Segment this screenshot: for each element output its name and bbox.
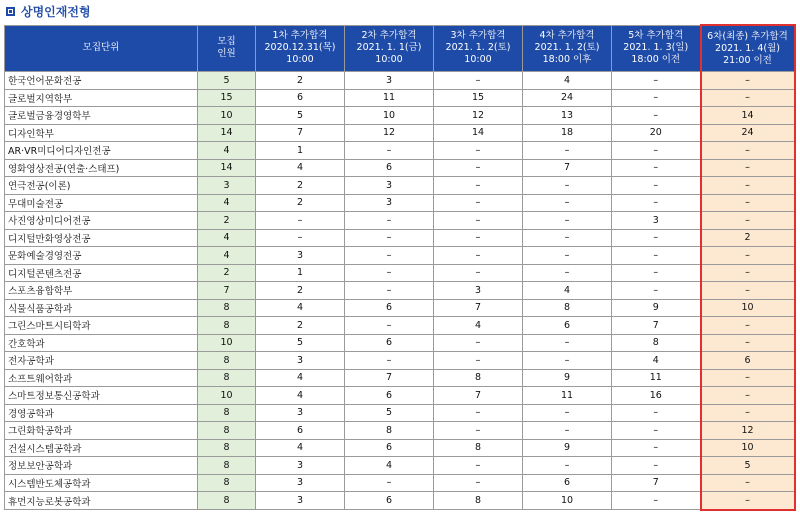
dept-cell: 스마트정보통신공학과 <box>5 387 198 405</box>
round-2-cell: 6 <box>345 334 434 352</box>
round-1-cell: 2 <box>256 194 345 212</box>
round-2-cell: 7 <box>345 369 434 387</box>
dept-cell: 휴먼지능로봇공학과 <box>5 492 198 510</box>
round-2-cell: – <box>345 142 434 160</box>
round-3-cell: – <box>434 422 523 440</box>
table-row <box>5 282 795 300</box>
round-6-cell: – <box>701 177 795 195</box>
round-4-cell: – <box>523 247 612 265</box>
table-row <box>5 404 795 422</box>
round-2-cell: – <box>345 264 434 282</box>
header-quota: 모집 인원 <box>198 25 256 72</box>
round-4-cell: 9 <box>523 439 612 457</box>
dept-cell: 스포츠융합학부 <box>5 282 198 300</box>
round-1-cell: 4 <box>256 387 345 405</box>
round-6-cell: – <box>701 159 795 177</box>
round-2-cell: – <box>345 247 434 265</box>
round-5-cell: 11 <box>612 369 701 387</box>
dept-cell: 소프트웨어학과 <box>5 369 198 387</box>
quota-cell: 2 <box>198 264 256 282</box>
round-4-cell: 13 <box>523 107 612 125</box>
round-2-cell: – <box>345 474 434 492</box>
round-5-cell: – <box>612 194 701 212</box>
round-2-cell: 6 <box>345 387 434 405</box>
round-3-cell: 8 <box>434 439 523 457</box>
round-1-cell: 4 <box>256 159 345 177</box>
round-6-cell: – <box>701 212 795 230</box>
round-5-cell: – <box>612 264 701 282</box>
round-4-cell: – <box>523 352 612 370</box>
round-3-cell: 4 <box>434 317 523 335</box>
round-4-cell: 6 <box>523 317 612 335</box>
header-dept: 모집단위 <box>5 25 198 72</box>
quota-cell: 15 <box>198 89 256 107</box>
round-2-cell: 3 <box>345 72 434 90</box>
round-1-cell: 4 <box>256 369 345 387</box>
round-3-cell: – <box>434 212 523 230</box>
quota-cell: 4 <box>198 247 256 265</box>
dept-cell: 디지털콘텐츠전공 <box>5 264 198 282</box>
quota-cell: 4 <box>198 229 256 247</box>
round-3-cell: 7 <box>434 387 523 405</box>
header-round-6-final: 6차(최종) 추가합격 2021. 1. 4(월) 21:00 이전 <box>701 25 795 72</box>
quota-cell: 8 <box>198 439 256 457</box>
round-3-cell: – <box>434 352 523 370</box>
quota-cell: 4 <box>198 194 256 212</box>
round-5-cell: 20 <box>612 124 701 142</box>
round-2-cell: 6 <box>345 159 434 177</box>
round-3-cell: 8 <box>434 492 523 510</box>
dept-cell: 그린스마트시티학과 <box>5 317 198 335</box>
round-1-cell: 3 <box>256 492 345 510</box>
header-round-4: 4차 추가합격 2021. 1. 2(토) 18:00 이후 <box>523 25 612 72</box>
round-1-cell: 7 <box>256 124 345 142</box>
round-5-cell: 7 <box>612 317 701 335</box>
round-3-cell: – <box>434 177 523 195</box>
quota-cell: 14 <box>198 124 256 142</box>
quota-cell: 10 <box>198 387 256 405</box>
round-6-cell: 2 <box>701 229 795 247</box>
round-2-cell: – <box>345 352 434 370</box>
round-5-cell: – <box>612 282 701 300</box>
round-5-cell: 8 <box>612 334 701 352</box>
round-3-cell: – <box>434 457 523 475</box>
round-3-cell: – <box>434 474 523 492</box>
round-1-cell: 4 <box>256 439 345 457</box>
round-6-cell: – <box>701 317 795 335</box>
round-5-cell: – <box>612 159 701 177</box>
dept-cell: 건설시스템공학과 <box>5 439 198 457</box>
table-row <box>5 124 795 142</box>
round-6-cell: – <box>701 404 795 422</box>
header-round-5: 5차 추가합격 2021. 1. 3(일) 18:00 이전 <box>612 25 701 72</box>
round-6-cell: 5 <box>701 457 795 475</box>
round-4-cell: 7 <box>523 159 612 177</box>
round-5-cell: – <box>612 177 701 195</box>
dept-cell: 간호학과 <box>5 334 198 352</box>
table-row <box>5 334 795 352</box>
round-4-cell: 4 <box>523 282 612 300</box>
round-1-cell: 2 <box>256 282 345 300</box>
round-1-cell: 3 <box>256 404 345 422</box>
round-5-cell: – <box>612 247 701 265</box>
round-3-cell: – <box>434 334 523 352</box>
header-round-3: 3차 추가합격 2021. 1. 2(토) 10:00 <box>434 25 523 72</box>
table-row <box>5 142 795 160</box>
dept-cell: 연극전공(이론) <box>5 177 198 195</box>
round-2-cell: 6 <box>345 439 434 457</box>
round-3-cell: 3 <box>434 282 523 300</box>
table-row <box>5 229 795 247</box>
round-5-cell: 9 <box>612 299 701 317</box>
quota-cell: 8 <box>198 422 256 440</box>
round-4-cell: – <box>523 404 612 422</box>
round-3-cell: 14 <box>434 124 523 142</box>
quota-cell: 2 <box>198 212 256 230</box>
dept-cell: 그린화학공학과 <box>5 422 198 440</box>
round-2-cell: 4 <box>345 457 434 475</box>
square-bullet-icon <box>6 7 15 16</box>
dept-cell: 경영공학과 <box>5 404 198 422</box>
round-6-cell: – <box>701 247 795 265</box>
round-2-cell: 6 <box>345 299 434 317</box>
round-6-cell: – <box>701 142 795 160</box>
header-round-1: 1차 추가합격 2020.12.31(목) 10:00 <box>256 25 345 72</box>
dept-cell: 글로벌금융경영학부 <box>5 107 198 125</box>
round-6-cell: – <box>701 387 795 405</box>
quota-cell: 4 <box>198 142 256 160</box>
round-5-cell: – <box>612 72 701 90</box>
round-6-cell: – <box>701 194 795 212</box>
table-row <box>5 317 795 335</box>
round-3-cell: – <box>434 142 523 160</box>
round-4-cell: – <box>523 422 612 440</box>
round-4-cell: 10 <box>523 492 612 510</box>
round-5-cell: – <box>612 404 701 422</box>
table-row <box>5 159 795 177</box>
round-1-cell: 1 <box>256 264 345 282</box>
round-5-cell: – <box>612 107 701 125</box>
round-6-cell: – <box>701 334 795 352</box>
quota-cell: 8 <box>198 369 256 387</box>
round-5-cell: – <box>612 229 701 247</box>
dept-cell: 무대미술전공 <box>5 194 198 212</box>
round-1-cell: 4 <box>256 299 345 317</box>
dept-cell: 정보보안공학과 <box>5 457 198 475</box>
table-row <box>5 492 795 510</box>
round-4-cell: 18 <box>523 124 612 142</box>
round-2-cell: 8 <box>345 422 434 440</box>
table-row <box>5 89 795 107</box>
round-6-cell: – <box>701 474 795 492</box>
round-5-cell: – <box>612 439 701 457</box>
round-6-cell: – <box>701 282 795 300</box>
round-1-cell: 5 <box>256 107 345 125</box>
table-body <box>5 72 795 510</box>
round-4-cell: 4 <box>523 72 612 90</box>
round-3-cell: – <box>434 264 523 282</box>
round-4-cell: – <box>523 212 612 230</box>
round-4-cell: 6 <box>523 474 612 492</box>
table-row <box>5 474 795 492</box>
round-1-cell: 1 <box>256 142 345 160</box>
round-6-cell: – <box>701 492 795 510</box>
section-title-text: 상명인재전형 <box>21 4 91 19</box>
round-4-cell: 8 <box>523 299 612 317</box>
dept-cell: 디지털만화영상전공 <box>5 229 198 247</box>
dept-cell: 사진영상미디어전공 <box>5 212 198 230</box>
table-row <box>5 352 795 370</box>
quota-cell: 8 <box>198 317 256 335</box>
dept-cell: 전자공학과 <box>5 352 198 370</box>
round-5-cell: 3 <box>612 212 701 230</box>
header-round-2: 2차 추가합격 2021. 1. 1(금) 10:00 <box>345 25 434 72</box>
quota-cell: 5 <box>198 72 256 90</box>
table-row <box>5 177 795 195</box>
quota-cell: 8 <box>198 474 256 492</box>
round-6-cell: – <box>701 89 795 107</box>
round-6-cell: 10 <box>701 299 795 317</box>
round-2-cell: 5 <box>345 404 434 422</box>
quota-cell: 8 <box>198 404 256 422</box>
quota-cell: 10 <box>198 334 256 352</box>
round-4-cell: 24 <box>523 89 612 107</box>
round-1-cell: 6 <box>256 89 345 107</box>
table-header-row <box>5 25 795 72</box>
round-6-cell: 24 <box>701 124 795 142</box>
round-1-cell: 3 <box>256 352 345 370</box>
dept-cell: 문화예술경영전공 <box>5 247 198 265</box>
table-row <box>5 72 795 90</box>
round-3-cell: – <box>434 404 523 422</box>
dept-cell: 식물식품공학과 <box>5 299 198 317</box>
round-6-cell: – <box>701 264 795 282</box>
round-2-cell: – <box>345 229 434 247</box>
quota-cell: 8 <box>198 492 256 510</box>
admission-table <box>4 24 796 511</box>
dept-cell: AR·VR미디어디자인전공 <box>5 142 198 160</box>
round-5-cell: – <box>612 142 701 160</box>
round-4-cell: – <box>523 177 612 195</box>
round-2-cell: 3 <box>345 177 434 195</box>
round-6-cell: – <box>701 72 795 90</box>
round-2-cell: 12 <box>345 124 434 142</box>
table-row <box>5 264 795 282</box>
dept-cell: 한국언어문화전공 <box>5 72 198 90</box>
round-1-cell: 3 <box>256 247 345 265</box>
round-4-cell: – <box>523 142 612 160</box>
round-6-cell: 6 <box>701 352 795 370</box>
round-1-cell: 5 <box>256 334 345 352</box>
table-row <box>5 107 795 125</box>
dept-cell: 디자인학부 <box>5 124 198 142</box>
round-6-cell: 14 <box>701 107 795 125</box>
round-2-cell: – <box>345 282 434 300</box>
round-1-cell: 6 <box>256 422 345 440</box>
round-3-cell: – <box>434 229 523 247</box>
round-2-cell: – <box>345 317 434 335</box>
round-5-cell: – <box>612 492 701 510</box>
round-5-cell: 16 <box>612 387 701 405</box>
quota-cell: 8 <box>198 299 256 317</box>
round-6-cell: – <box>701 369 795 387</box>
quota-cell: 8 <box>198 457 256 475</box>
table-row <box>5 422 795 440</box>
table-row <box>5 439 795 457</box>
quota-cell: 8 <box>198 352 256 370</box>
quota-cell: 14 <box>198 159 256 177</box>
round-4-cell: – <box>523 457 612 475</box>
quota-cell: 10 <box>198 107 256 125</box>
round-1-cell: 3 <box>256 474 345 492</box>
round-1-cell: 2 <box>256 177 345 195</box>
round-3-cell: – <box>434 194 523 212</box>
round-2-cell: 6 <box>345 492 434 510</box>
round-2-cell: – <box>345 212 434 230</box>
table-row <box>5 212 795 230</box>
round-5-cell: – <box>612 422 701 440</box>
table-row <box>5 299 795 317</box>
round-1-cell: – <box>256 229 345 247</box>
round-2-cell: 11 <box>345 89 434 107</box>
table-row <box>5 194 795 212</box>
round-4-cell: 11 <box>523 387 612 405</box>
dept-cell: 글로벌지역학부 <box>5 89 198 107</box>
round-5-cell: 7 <box>612 474 701 492</box>
round-4-cell: – <box>523 194 612 212</box>
round-5-cell: – <box>612 89 701 107</box>
round-1-cell: – <box>256 212 345 230</box>
round-3-cell: 12 <box>434 107 523 125</box>
round-3-cell: 7 <box>434 299 523 317</box>
quota-cell: 3 <box>198 177 256 195</box>
round-1-cell: 2 <box>256 317 345 335</box>
round-4-cell: – <box>523 229 612 247</box>
round-5-cell: – <box>612 457 701 475</box>
round-5-cell: 4 <box>612 352 701 370</box>
round-2-cell: 3 <box>345 194 434 212</box>
round-1-cell: 2 <box>256 72 345 90</box>
round-3-cell: – <box>434 72 523 90</box>
round-4-cell: – <box>523 334 612 352</box>
quota-cell: 7 <box>198 282 256 300</box>
round-1-cell: 3 <box>256 457 345 475</box>
round-3-cell: 8 <box>434 369 523 387</box>
round-6-cell: 12 <box>701 422 795 440</box>
table-row <box>5 369 795 387</box>
dept-cell: 시스템반도체공학과 <box>5 474 198 492</box>
round-3-cell: – <box>434 247 523 265</box>
round-4-cell: 9 <box>523 369 612 387</box>
round-3-cell: – <box>434 159 523 177</box>
round-4-cell: – <box>523 264 612 282</box>
table-row <box>5 387 795 405</box>
table-row <box>5 457 795 475</box>
round-3-cell: 15 <box>434 89 523 107</box>
round-6-cell: 10 <box>701 439 795 457</box>
round-2-cell: 10 <box>345 107 434 125</box>
table-row <box>5 247 795 265</box>
dept-cell: 영화영상전공(연출·스태프) <box>5 159 198 177</box>
section-title <box>6 2 91 20</box>
